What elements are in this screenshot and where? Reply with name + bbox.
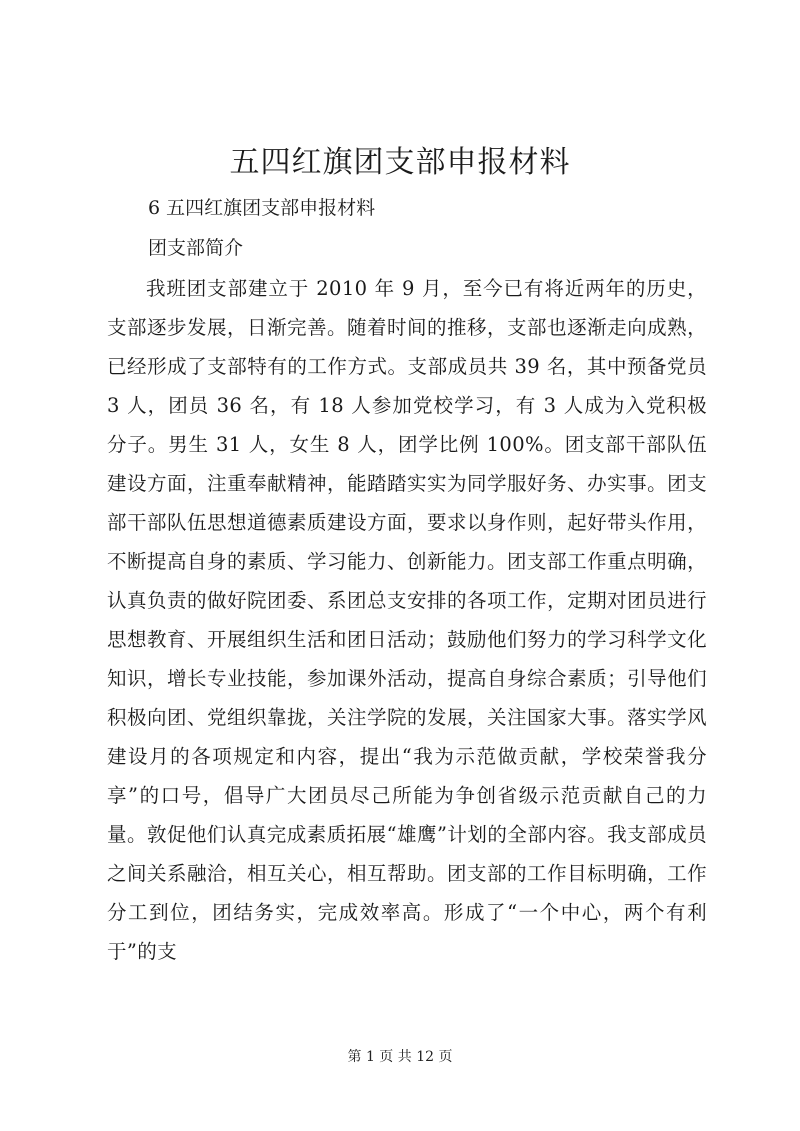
document-title: 五四红旗团支部申报材料 [229, 145, 571, 180]
body-paragraph: 我班团支部建立于 2010 年 9 月，至今已有将近两年的历史，支部逐步发展，日渐完善。随着时间的推移，支部也逐渐走向成熟，已经形成了支部特有的工作方式。支部成员共 39 名，其中预备党员 3 人，团员 36 名，有 18 人参加党校学习，有 3 人成为入党积极分子。男生 31 人，女生 8 人，团学比例 100%。团支部干部队伍建设方面，注重奉献精神，能踏踏实实为同学服好务、办实事。团支部干部队伍思想道德素质建设方面，要求以身作则，起好带头作用，不断提高自身的素质、学习能力、创新能力。团支部工作重点明确，认真负责的做好院团委、系团总支安排的各项工作，定期对团员进行思想教育、开展组织生活和团日活动；鼓励他们努力的学习科学文化知识，增长专业技能，参加课外活动，提高自身综合素质；引导他们积极向团、党组织靠拢，关注学院的发展，关注国家大事。落实学风建设月的各项规定和内容，提出“我为示范做贡献，学校荣誉我分享”的口号，倡导广大团员尽己所能为争创省级示范贡献自己的力量。敦促他们认真完成素质拓展“雄鹰”计划的全部内容。我支部成员之间关系融洽，相互关心，相互帮助。团支部的工作目标明确，工作分工到位，团结务实，完成效率高。形成了“一个中心，两个有利于”的支 [107, 277, 707, 963]
document-subtitle: 6 五四红旗团支部申报材料 [148, 197, 376, 219]
page-footer: 第 1 页 共 12 页 [347, 1049, 453, 1065]
section-heading: 团支部简介 [148, 237, 244, 259]
